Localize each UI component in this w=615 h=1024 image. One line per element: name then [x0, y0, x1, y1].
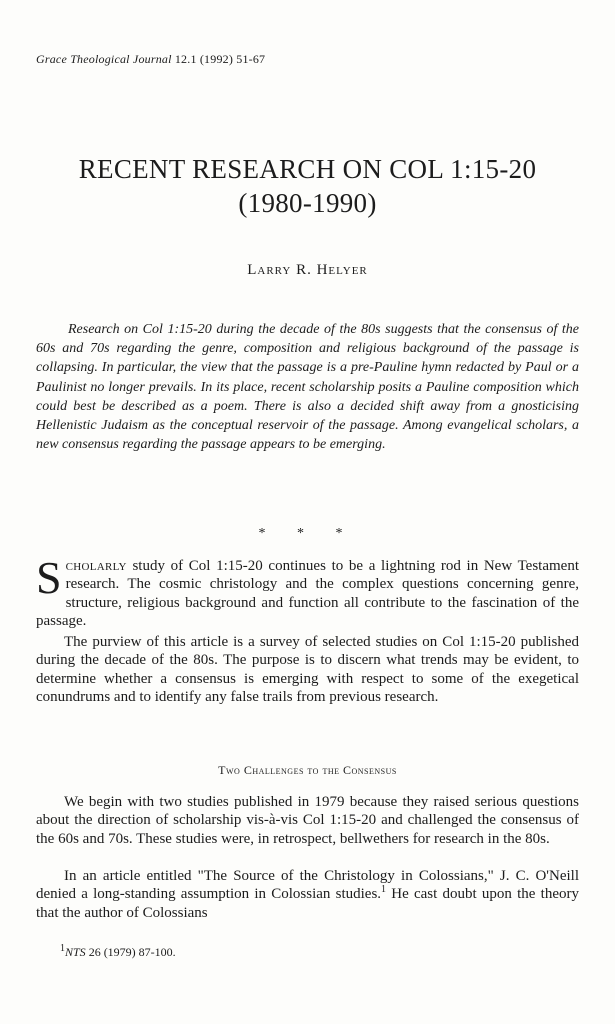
paragraph-3: We begin with two studies published in 1979 because they raised serious questions about the direction of scholarship vis-à-vis Col 1:15-20 and challenged the consensus of the 60s and 70s. These studies were, in retrospect, bellwethers for research in the 80s. [36, 794, 579, 847]
title-line-2: (1980-1990) [238, 188, 377, 218]
footnote-text: 26 (1979) 87-100. [85, 945, 176, 959]
footnote-source: NTS [65, 945, 86, 959]
title-line-1: RECENT RESEARCH ON COL 1:15-20 [78, 154, 537, 184]
paragraph-4-text-b: He cast doubt upon the theory that the author of Colossians [36, 886, 579, 921]
footnote [60, 945, 176, 960]
footnote-number: 1 [60, 943, 65, 954]
drop-cap: S [36, 552, 62, 603]
journal-issue: 12.1 (1992) 51-67 [174, 52, 266, 66]
section-heading: Two Challenges to the Consensus [218, 763, 397, 777]
paragraph-1 [36, 552, 579, 631]
journal-citation [36, 52, 265, 67]
article-title [0, 152, 615, 220]
paragraph-1-text: study of Col 1:15-20 continues to be a lightning rod in New Testament research. The cosmic christology and the complex questions concerning genre, structure, religious background and function all contribute to the fascination of the passage. [36, 558, 579, 630]
journal-name: Grace Theological Journal [36, 52, 172, 66]
abstract: Research on Col 1:15-20 during the decade of the 80s suggests that the consensus of the 60s and 70s regarding the genre, composition and religious background of the passage is collapsing. In particular, the view that the passage is a pre-Pauline hymn redacted by Paul or a Paulinist no longer prevails. In its place, recent scholarship posits a Pauline composition which could best be described as a poem. There is also a decided shift away from a gnosticising Hellenistic Judaism as the conceptual reservoir of the passage. Among evangelical scholars, a new consensus regarding the passage appears to be emerging. [36, 322, 579, 453]
paragraph-4-text-a: In an article entitled "The Source of the Christology in Colossians," J. C. O'Neill denied a long-standing assumption in Colossian studies. [36, 868, 579, 903]
section-separator: * * * [258, 526, 357, 541]
smallcaps-lead: cholarly [65, 558, 127, 574]
footnote-reference: 1 [381, 884, 387, 896]
author-name: Larry R. Helyer [247, 262, 368, 278]
paragraph-2: The purview of this article is a survey of selected studies on Col 1:15-20 published during the decade of the 80s. The purpose is to discern what trends may be evident, to determine whether a consensus is emerging with respect to some of the exegetical conundrums and to identify any false trails from previous research. [36, 634, 579, 706]
paragraph-4 [36, 867, 579, 922]
